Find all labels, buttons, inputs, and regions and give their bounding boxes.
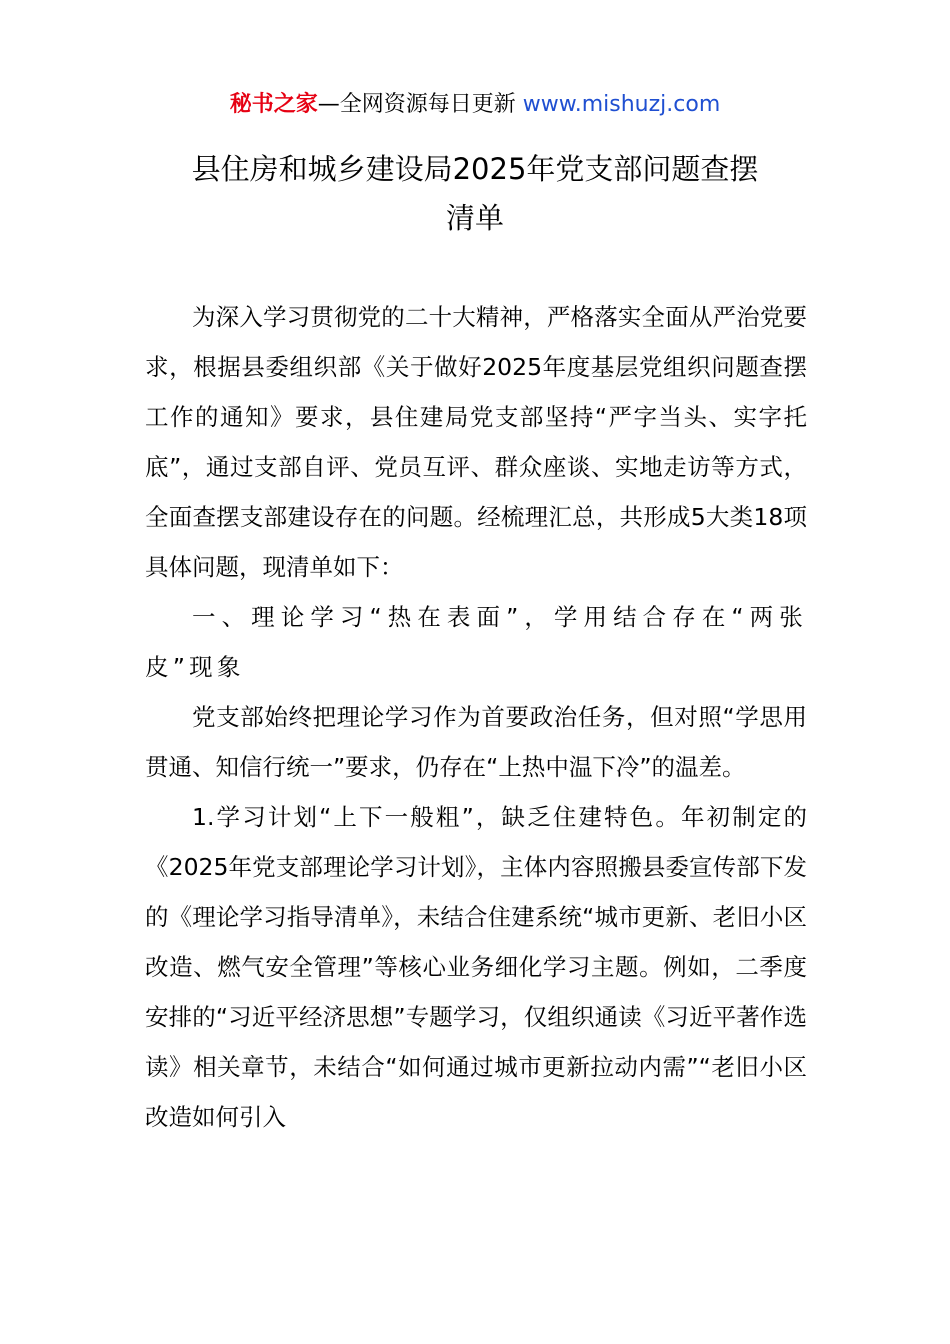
brand-tagline: —全网资源每日更新 xyxy=(317,92,516,117)
title-line-1: 县住房和城乡建设局2025年党支部问题查摆 xyxy=(191,152,759,186)
brand-name: 秘书之家 xyxy=(229,92,318,117)
document-title xyxy=(100,145,850,243)
document-body xyxy=(145,292,807,1142)
site-header xyxy=(0,86,950,124)
intro-paragraph: 为深入学习贯彻党的二十大精神，严格落实全面从严治党要求，根据县委组织部《关于做好2025年度基层党组织问题查摆工作的通知》要求，县住建局党支部坚持“严字当头、实字托底”，通过支部自评、党员互评、群众座谈、实地走访等方式，全面查摆支部建设存在的问题。经梳理汇总，共形成5大类18项具体问题，现清单如下： xyxy=(145,303,807,581)
site-url[interactable]: www.mishuzj.com xyxy=(522,92,721,117)
item-paragraph: 1.学习计划“上下一般粗”，缺乏住建特色。年初制定的《2025年党支部理论学习计划》，主体内容照搬县委宣传部下发的《理论学习指导清单》，未结合住建系统“城市更新、老旧小区改造、燃气安全管理”等核心业务细化学习主题。例如，二季度安排的“习近平经济思想”专题学习，仅组织通读《习近平著作选读》相关章节，未结合“如何通过城市更新拉动内需”“老旧小区改造如何引入 xyxy=(145,803,807,1131)
title-line-2: 清单 xyxy=(445,201,504,235)
section-paragraph: 党支部始终把理论学习作为首要政治任务，但对照“学思用贯通、知信行统一”要求，仍存在“上热中温下冷”的温差。 xyxy=(145,703,807,781)
section-heading: 一、理论学习“热在表面”，学用结合存在“两张皮”现象 xyxy=(145,603,807,681)
